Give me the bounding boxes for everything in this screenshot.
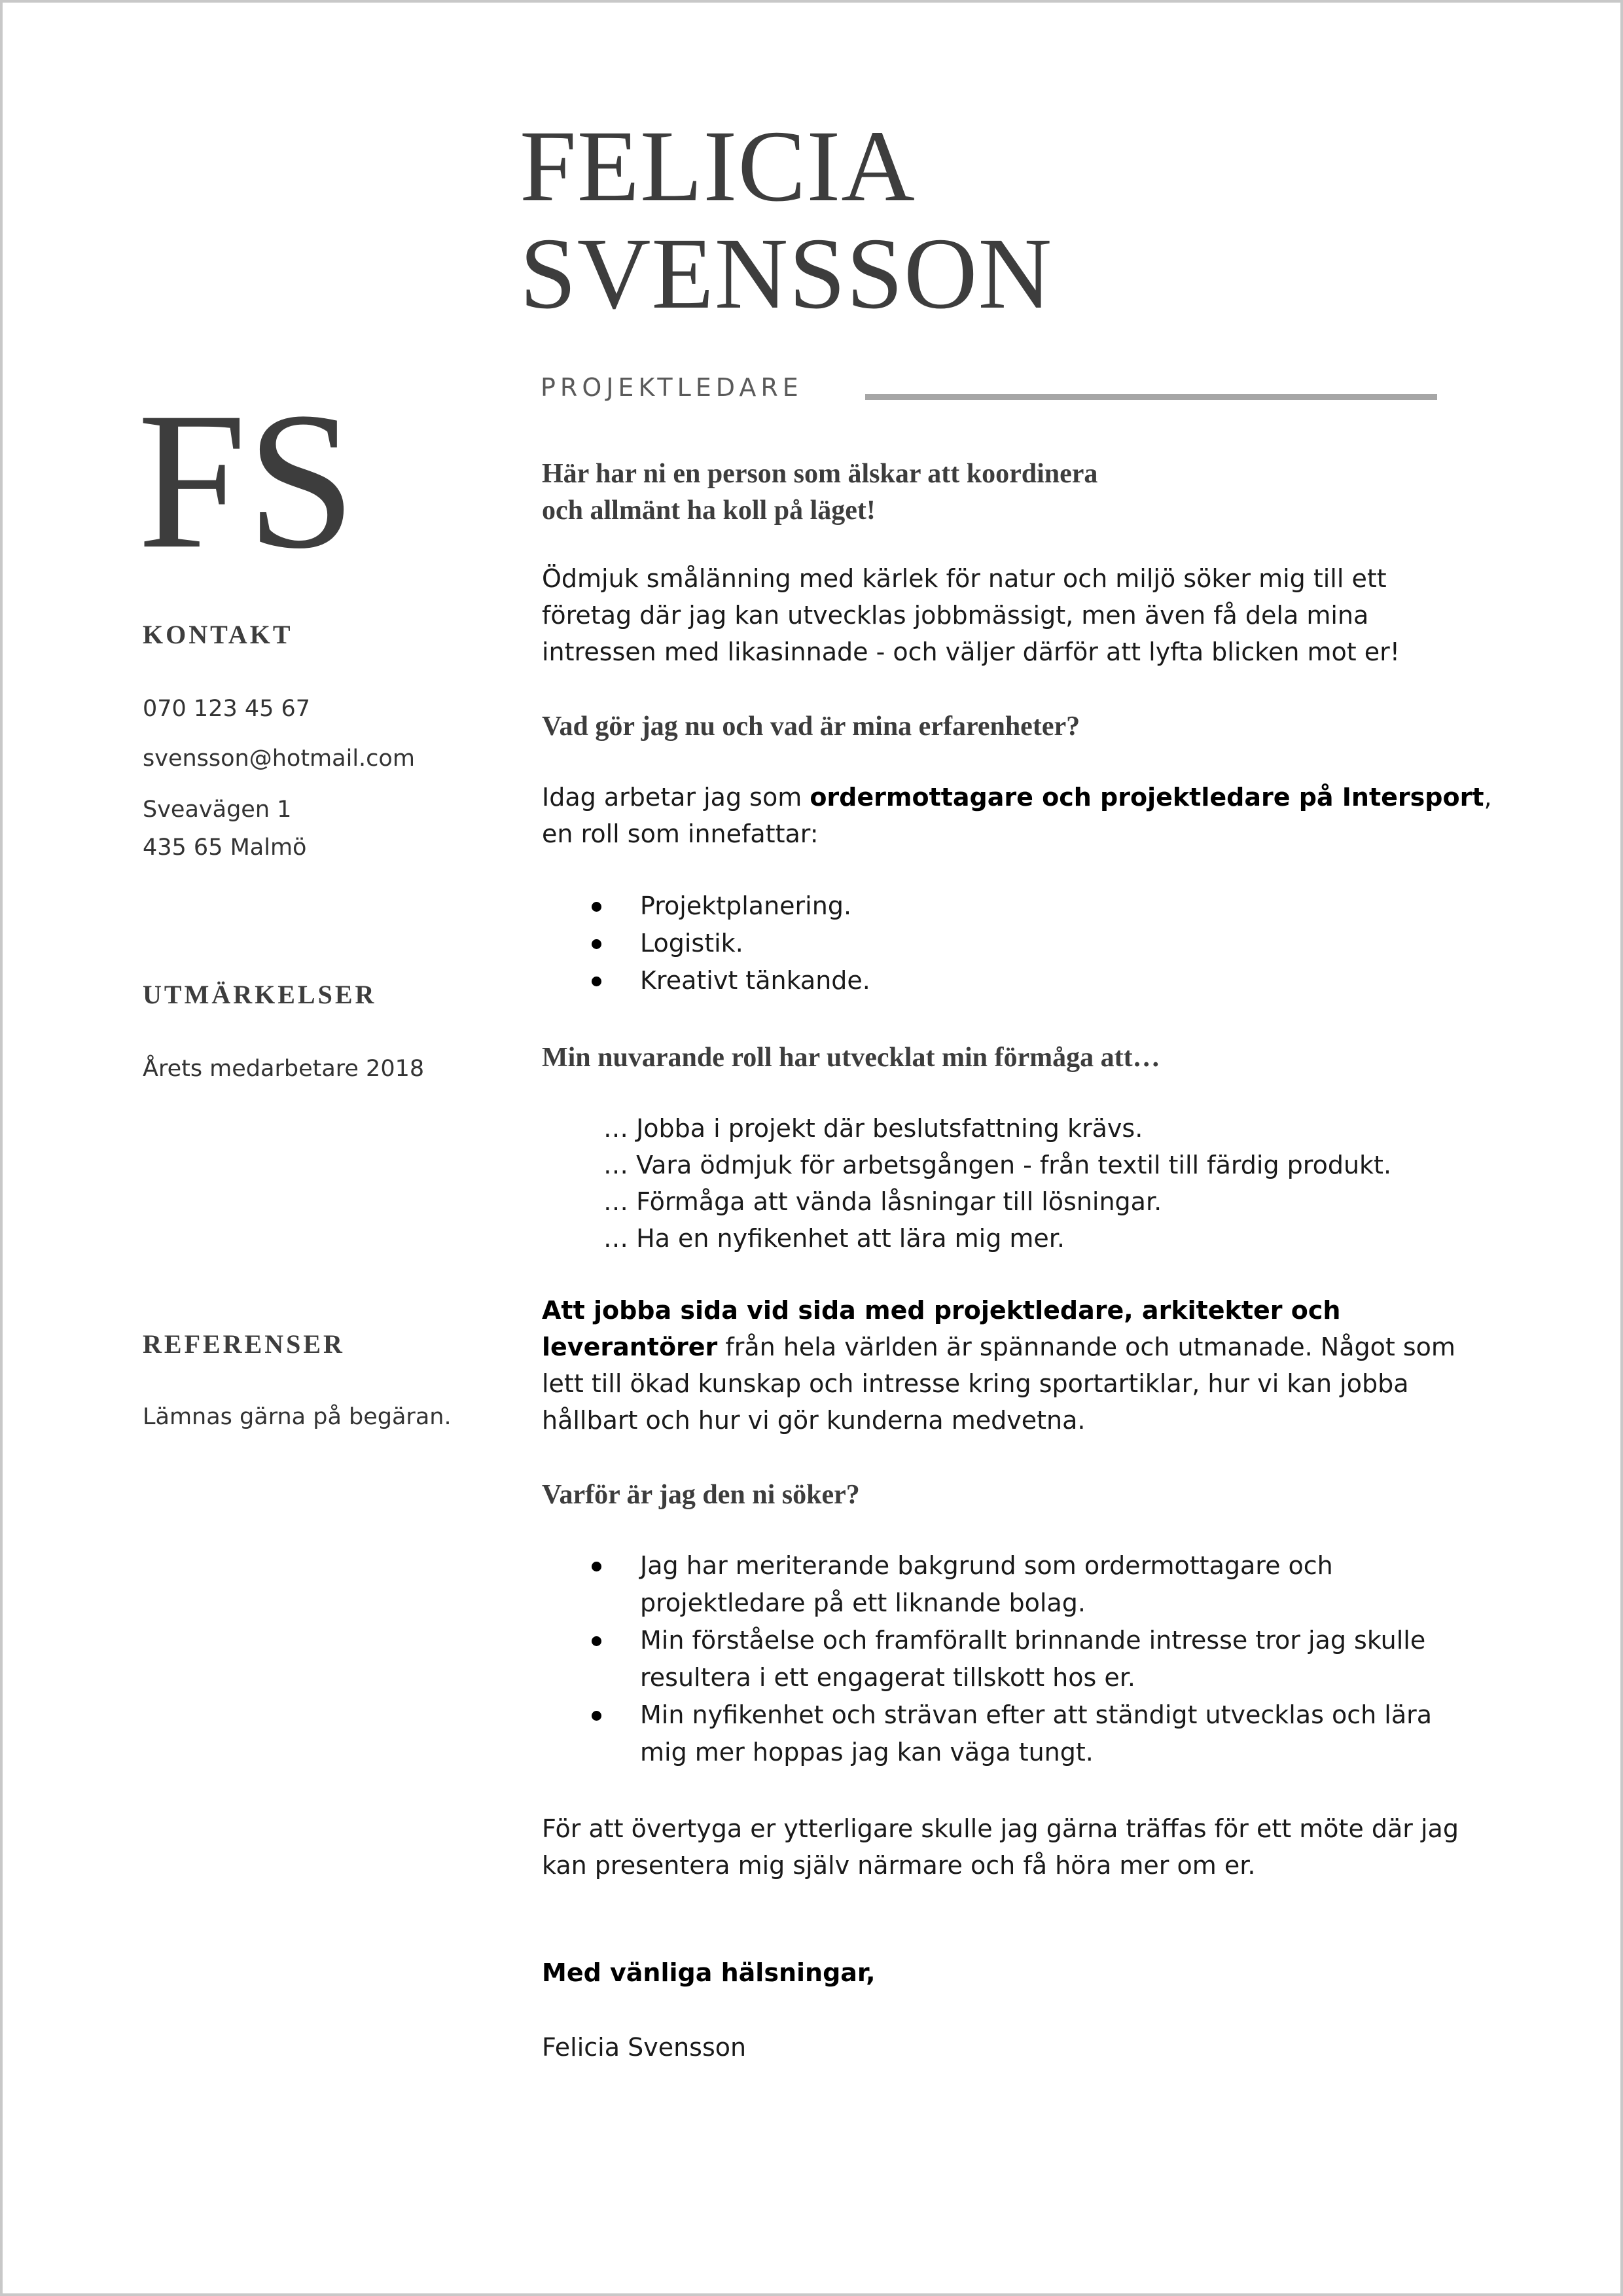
list-item: … Förmåga att vända låsningar till lösningar. [603,1187,1162,1216]
closing-paragraph: För att övertyga er ytterligare skulle jag gärna träffas för ett möte där jag kan presentera mig själv närmare och få höra mer om er. [542,1814,1459,1880]
references-text: Lämnas gärna på begäran. [143,1404,452,1430]
why-heading: Varför är jag den ni söker? [542,1480,860,1510]
list-item: Min förståelse och framförallt brinnande intresse tror jag skulle resultera i ett engagerat tillskott hos er. [542,1622,1465,1696]
why-list [542,1547,1465,1771]
contact-phone: 070 123 45 67 [143,696,311,722]
list-item: Projektplanering. [542,888,1484,925]
ability-list [603,1110,1391,1257]
current-role-suffix: , en roll som innefattar: [542,783,1492,848]
awards-heading: UTMÄRKELSER [143,980,377,1009]
collaboration-paragraph [542,1292,1497,1439]
intro-heading [542,456,1484,529]
collaboration-rest: från hela världen är spännande och utmanade. Något som lett till ökad kunskap och intresse kring sportartiklar, hur vi kan jobba hållbart och hur vi gör kunderna medvetna. [542,1333,1455,1435]
title-divider [865,394,1437,400]
first-name: FELICIA [520,109,916,223]
experience-heading: Vad gör jag nu och vad är mina erfarenheter? [542,711,1080,742]
contact-street: Sveavägen 1 [143,797,292,823]
references-heading: REFERENSER [143,1329,345,1359]
list-item: Logistik. [542,925,1484,962]
list-item: … Vara ödmjuk för arbetsgången - från textil till färdig produkt. [603,1151,1392,1179]
list-item: Min nyfikenhet och strävan efter att ständigt utvecklas och lära mig mer hoppas jag kan väga tungt. [542,1696,1465,1771]
current-role-bold: ordermottagare och projektledare på Intersport [810,783,1484,812]
job-title: PROJEKTLEDARE [541,373,803,402]
intro-paragraph: Ödmjuk smålänning med kärlek för natur och miljö söker mig till ett företag där jag kan utvecklas jobbmässigt, men även få dela mina intressen med likasinnade - och väljer därför att lyfta blicken mot er! [542,564,1400,666]
collaboration-bold: Att jobba sida vid sida med projektledare, arkitekter och leverantörer [542,1296,1341,1361]
last-name: SVENSSON [520,217,1053,330]
list-item: Jag har meriterande bakgrund som ordermottagare och projektledare på ett liknande bolag. [542,1547,1465,1622]
contact-heading: KONTAKT [143,620,293,649]
list-item: Kreativt tänkande. [542,962,1484,999]
contact-email: svensson@hotmail.com [143,745,415,772]
monogram: FS [137,372,356,589]
intro-heading-line-1: Här har ni en person som älskar att koordinera [542,459,1098,489]
intro-heading-line-2: och allmänt ha koll på läget! [542,495,876,526]
ability-heading: Min nuvarande roll har utvecklat min förmåga att… [542,1043,1160,1073]
role-list [542,888,1484,999]
signature: Felicia Svensson [542,2033,747,2062]
list-item: … Ha en nyfikenhet att lära mig mer. [603,1224,1065,1253]
contact-city: 435 65 Malmö [143,834,307,861]
awards-item: Årets medarbetare 2018 [143,1056,425,1082]
list-item: … Jobba i projekt där beslutsfattning krävs. [603,1114,1143,1143]
current-role-paragraph [542,779,1497,852]
current-role-prefix: Idag arbetar jag som [542,783,810,812]
regards: Med vänliga hälsningar, [542,1958,876,1987]
